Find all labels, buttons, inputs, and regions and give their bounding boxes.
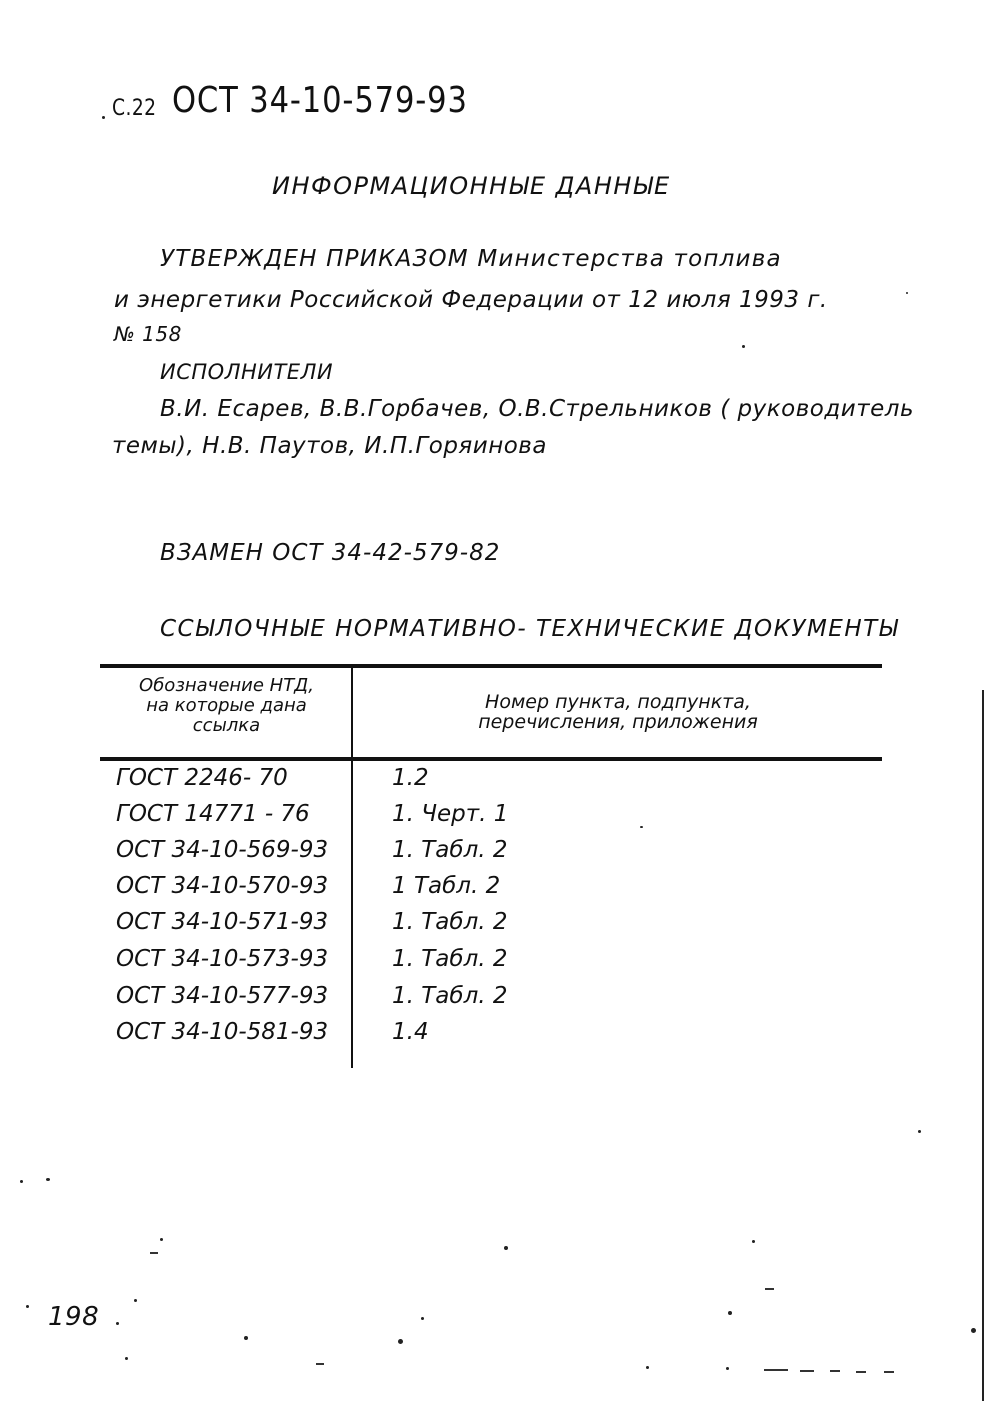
scan-speck [20, 1180, 23, 1183]
table-cell-document: ОСТ 34-10-570-93 [116, 873, 329, 899]
executors-line-1: В.И. Есарев, В.В.Горбачев, О.В.Стрельников ( руководитель [160, 396, 914, 422]
table-cell-item: 1. Табл. 2 [392, 837, 508, 863]
scan-speck [971, 1328, 976, 1333]
table-cell-document: ОСТ 34-10-581-93 [116, 1019, 329, 1045]
scan-speck [125, 1357, 128, 1360]
scan-speck [765, 1288, 774, 1290]
scan-speck [421, 1317, 424, 1320]
scan-speck [830, 1370, 840, 1372]
column-header-item-line: перечисления, приложения [478, 711, 758, 733]
scan-speck [160, 1238, 163, 1241]
references-title: ССЫЛОЧНЫЕ НОРМАТИВНО- ТЕХНИЧЕСКИЕ ДОКУМЕНТЫ [160, 616, 899, 642]
table-cell-item: 1. Табл. 2 [392, 946, 508, 972]
table-column-divider [351, 666, 353, 1068]
column-header-item-line: Номер пункта, подпункта, [485, 691, 751, 713]
replaces-standard: ВЗАМЕН ОСТ 34-42-579-82 [160, 540, 501, 566]
scan-speck [906, 292, 908, 294]
approval-line-2: и энергетики Российской Федерации от 12 июля 1993 г. [114, 287, 828, 313]
scan-speck [244, 1336, 248, 1340]
scan-speck [316, 1363, 324, 1365]
scan-speck [728, 1311, 732, 1315]
scan-speck [752, 1240, 755, 1243]
page-edge-line [982, 690, 984, 1401]
column-header-item [356, 692, 880, 732]
column-header-document-line: ссылка [192, 715, 261, 736]
executors-heading: ИСПОЛНИТЕЛИ [160, 360, 334, 384]
scan-speck [764, 1369, 788, 1371]
scan-speck [918, 1130, 921, 1133]
scan-speck [856, 1371, 866, 1373]
table-cell-document: ОСТ 34-10-571-93 [116, 909, 329, 935]
executors-line-2: темы), Н.В. Паутов, И.П.Горяинова [112, 433, 547, 459]
scan-speck [742, 345, 745, 348]
column-header-document-line: на которые дана [146, 695, 307, 716]
table-cell-item: 1 Табл. 2 [392, 873, 501, 899]
scan-speck [102, 116, 105, 119]
scan-speck [884, 1371, 894, 1373]
table-cell-document: ОСТ 34-10-573-93 [116, 946, 329, 972]
table-header-rule [100, 757, 882, 761]
scan-speck [116, 1322, 119, 1325]
table-cell-document: ГОСТ 14771 - 76 [116, 801, 310, 827]
scan-speck [726, 1367, 729, 1370]
scan-speck [134, 1299, 137, 1302]
scan-speck [398, 1339, 403, 1344]
table-cell-document: ГОСТ 2246- 70 [116, 765, 288, 791]
column-header-document [104, 676, 349, 736]
scan-speck [150, 1252, 158, 1254]
table-cell-item: 1.4 [392, 1019, 429, 1045]
table-cell-item: 1. Табл. 2 [392, 909, 508, 935]
scan-speck [46, 1178, 50, 1181]
approval-line-1: УТВЕРЖДЕН ПРИКАЗОМ Министерства топлива [160, 246, 782, 272]
page-label: С.22 [112, 96, 157, 121]
table-top-rule [100, 664, 882, 668]
table-cell-item: 1. Табл. 2 [392, 983, 508, 1009]
scan-speck [800, 1370, 814, 1372]
approval-order-number: № 158 [114, 322, 182, 346]
scan-speck [504, 1246, 508, 1250]
info-title: ИНФОРМАЦИОННЫЕ ДАННЫЕ [272, 172, 671, 200]
table-cell-item: 1.2 [392, 765, 429, 791]
table-cell-document: ОСТ 34-10-569-93 [116, 837, 329, 863]
standard-code: ОСТ 34-10-579-93 [172, 80, 468, 121]
scan-speck [26, 1305, 29, 1308]
scan-speck [640, 826, 643, 828]
scan-speck [646, 1366, 649, 1369]
column-header-document-line: Обозначение НТД, [139, 675, 314, 696]
table-cell-item: 1. Черт. 1 [392, 801, 509, 827]
table-cell-document: ОСТ 34-10-577-93 [116, 983, 329, 1009]
page-number: 198 [48, 1302, 100, 1332]
